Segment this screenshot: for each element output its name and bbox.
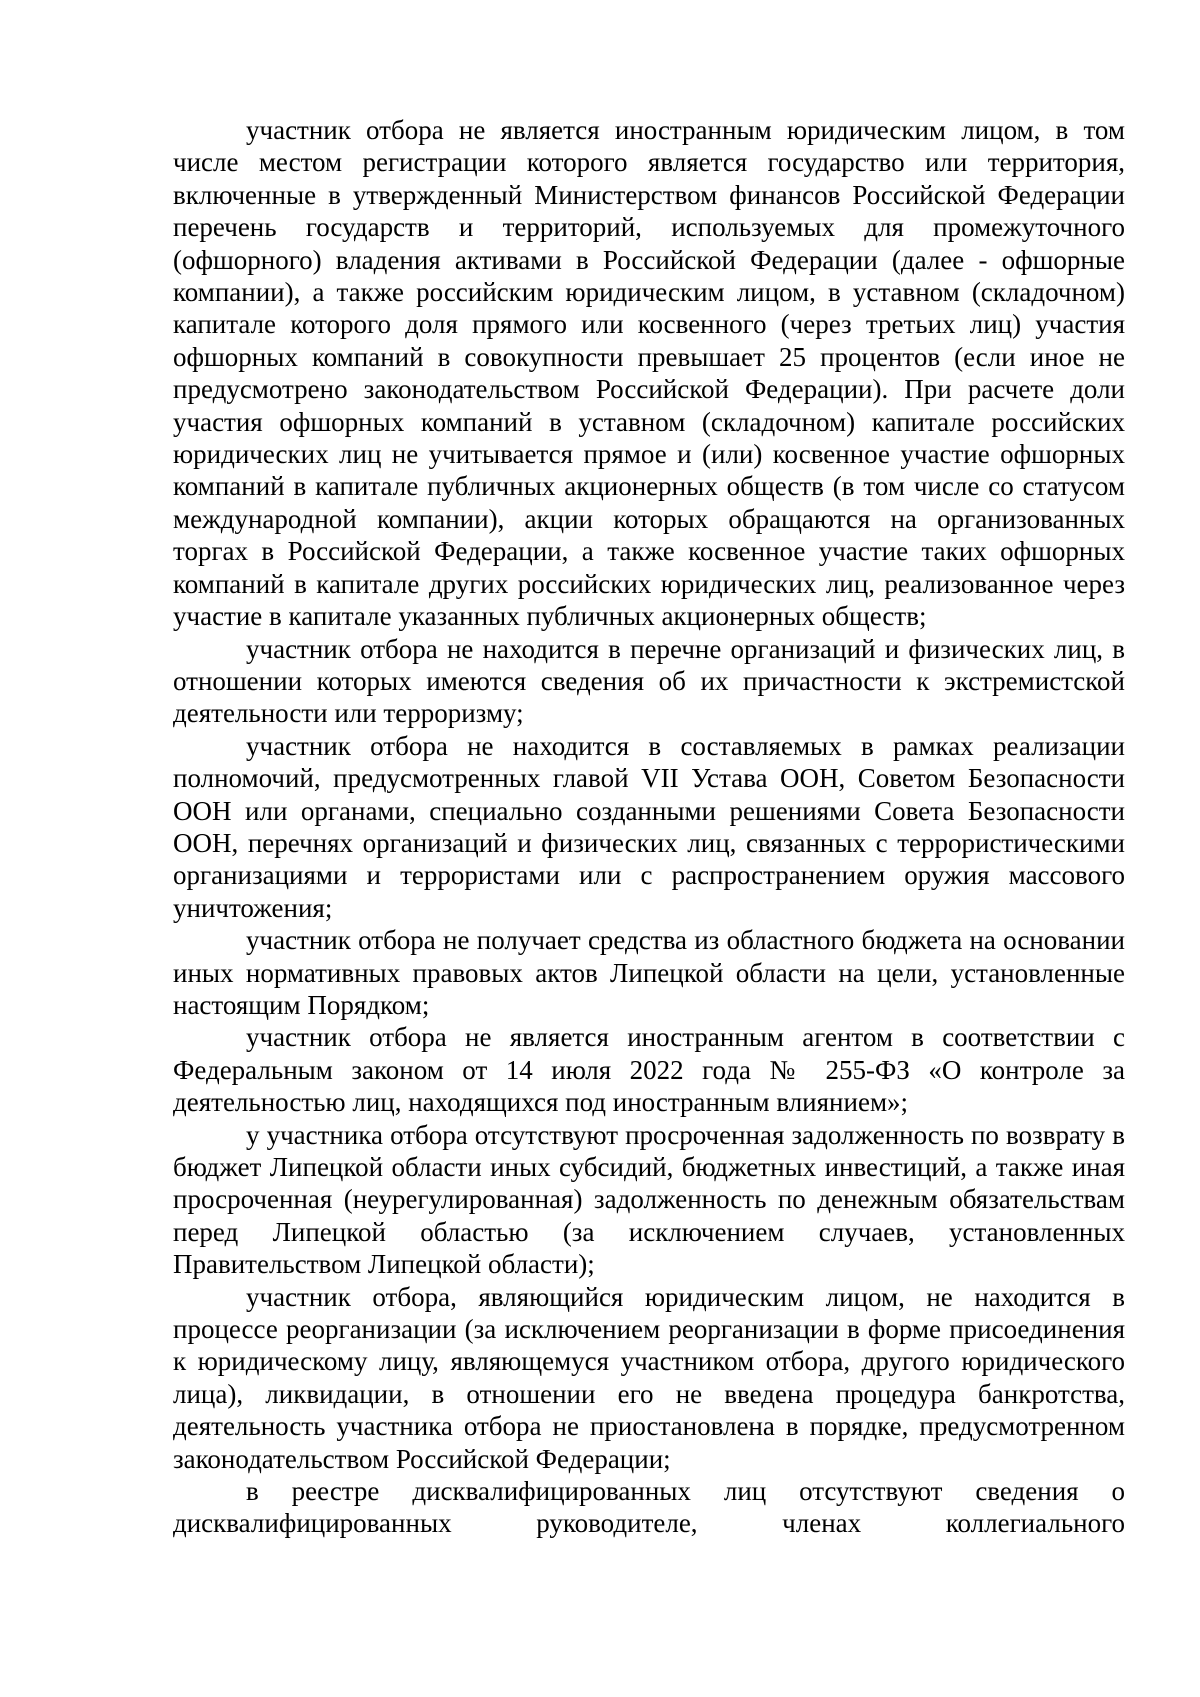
paragraph-offshore-companies: участник отбора не является иностранным юридическим лицом, в том числе местом регистрации которого является государство или территория, включенные в утвержденный Министерством финансов Российской Федерации перечень государств и территорий, используемых для промежуточного (офшорного) владения активами в Российской Федерации (далее - офшорные компании), а также российским юридическим лицом, в уставном (складочном) капитале которого доля прямого или косвенного (через третьих лиц) участия офшорных компаний в совокупности превышает 25 процентов (если иное не предусмотрено законодательством Российской Федерации). При расчете доли участия офшорных компаний в уставном (складочном) капитале российских юридических лиц не учитывается прямое и (или) косвенное участие офшорных компаний в капитале публичных акционерных обществ (в том числе со статусом международной компании), акции которых обращаются на организованных торгах в Российской Федерации, а также косвенное участие таких офшорных компаний в капитале других российских юридических лиц, реализованное через участие в капитале указанных публичных акционерных обществ; [173, 115, 1125, 632]
paragraph-overdue-debt: у участника отбора отсутствуют просроченная задолженность по возврату в бюджет Липецкой области иных субсидий, бюджетных инвестиций, а также иная просроченная (неурегулированная) задолженность по денежным обязательствам перед Липецкой областью (за исключением случаев, установленных Правительством Липецкой области); [173, 1119, 1125, 1280]
paragraph-un-security-council: участник отбора не находится в составляемых в рамках реализации полномочий, предусмотренных главой VII Устава ООН, Советом Безопасности ООН или органами, специально созданными решениями Совета Безопасности ООН, перечнях организаций и физических лиц, связанных с террористическими организациями и террористами или с распространением оружия массового уничтожения; [173, 730, 1125, 923]
paragraph-regional-budget: участник отбора не получает средства из областного бюджета на основании иных нормативных правовых актов Липецкой области на цели, установленные настоящим Порядком; [173, 925, 1125, 1020]
paragraph-reorganization: участник отбора, являющийся юридическим лицом, не находится в процессе реорганизации (за исключением реорганизации в форме присоединения к юридическому лицу, являющемуся участником отбора, другого юридического лица), ликвидации, в отношении его не введена процедура банкротства, деятельность участника отбора не приостановлена в порядке, предусмотренном законодательством Российской Федерации; [173, 1281, 1125, 1474]
paragraph-foreign-agent: участник отбора не является иностранным агентом в соответствии с Федеральным законом от 14 июля 2022 года № 255-ФЗ «О контроле за деятельностью лиц, находящихся под иностранным влиянием»; [173, 1022, 1125, 1118]
paragraph-disqualified-persons: в реестре дисквалифицированных лиц отсутствуют сведения о дисквалифицированных руководителе, членах коллегиального [173, 1476, 1125, 1539]
document-body [173, 114, 1125, 1540]
paragraph-extremism-list: участник отбора не находится в перечне организаций и физических лиц, в отношении которых имеются сведения об их причастности к экстремистской деятельности или терроризму; [173, 633, 1125, 729]
